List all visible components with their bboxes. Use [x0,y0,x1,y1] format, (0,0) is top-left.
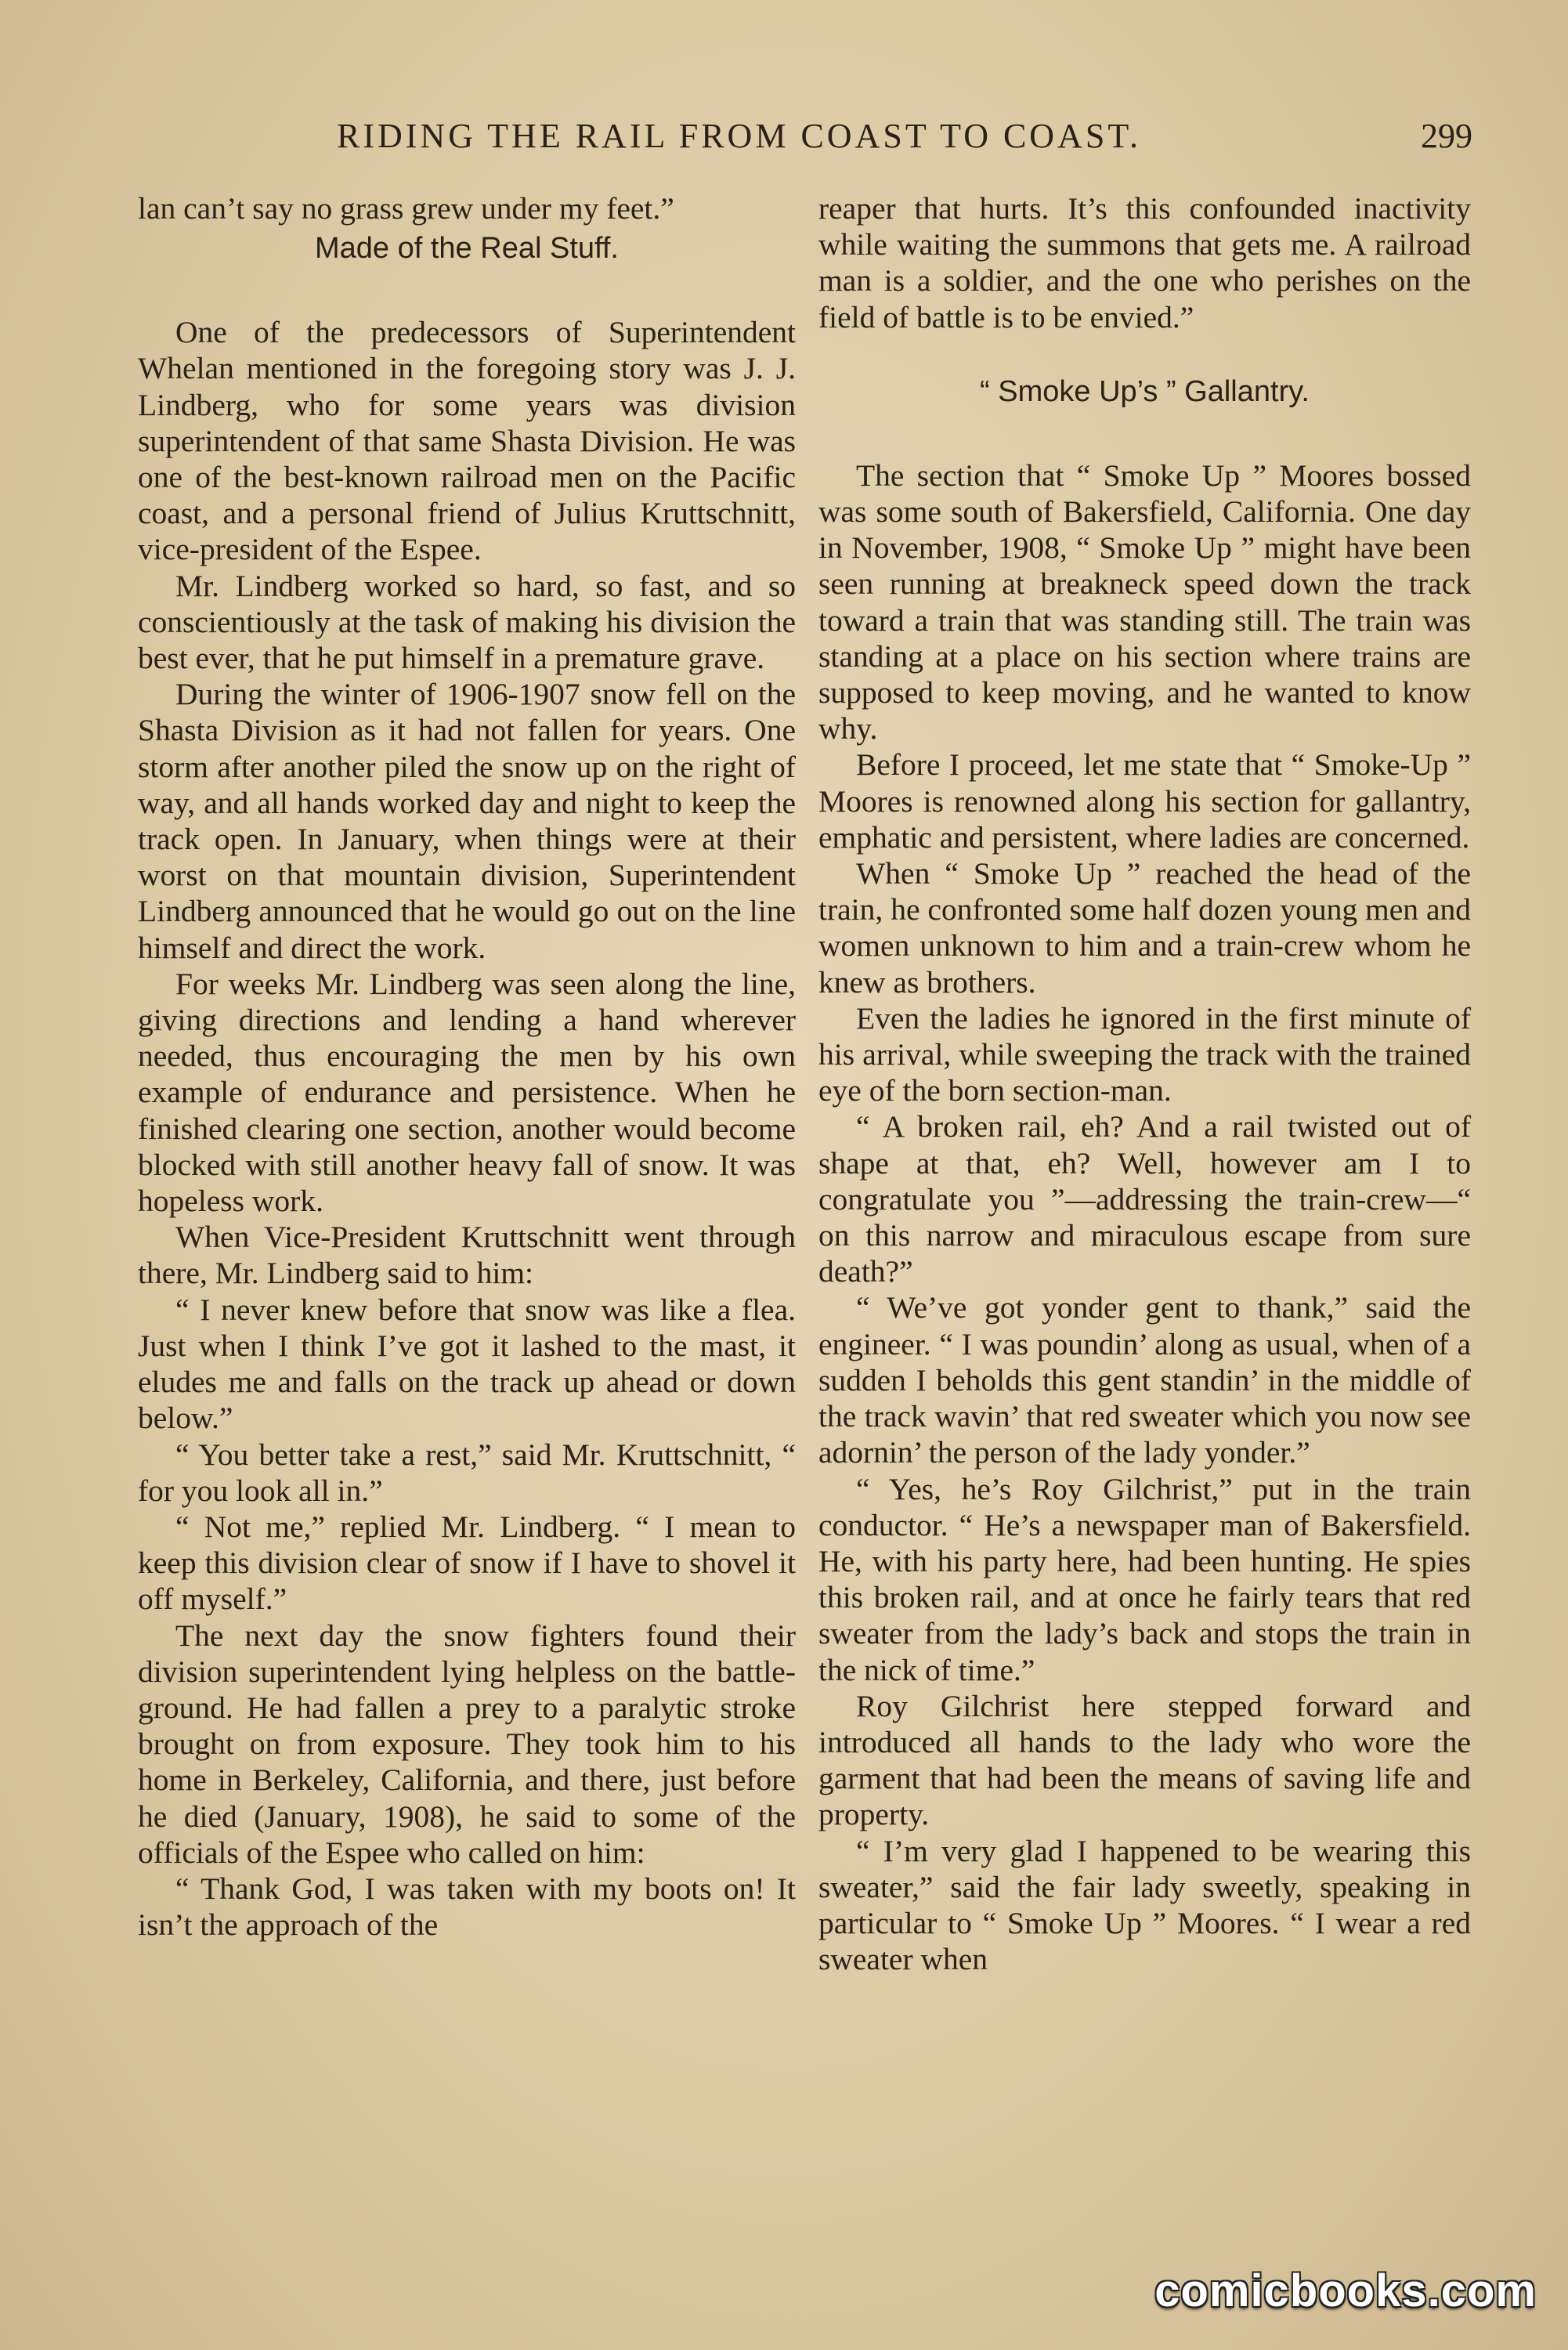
paragraph: “ You better take a rest,” said Mr. Kruttschnitt, “ for you look all in.” [138,1437,796,1508]
paragraph: During the winter of 1906-1907 snow fell on the Shasta Division as it had not fallen for years. One storm after another piled the snow up on the right of way, and all hands worked day and night to keep the track open. In January, when things were at their worst on that mountain division, Superintendent Lindberg announced that he would go out on the line himself and direct the work. [138,677,796,965]
paragraph: “ Not me,” replied Mr. Lindberg. “ I mean to keep this division clear of snow if I have to shovel it off myself.” [138,1509,796,1617]
paragraph: reaper that hurts. It’s this confounded inactivity while waiting the summons that gets me. A railroad man is a soldier, and the one who perishes on the field of battle is to be envied.” [818,191,1471,334]
paragraph: Before I proceed, let me state that “ Smoke-Up ” Moores is renowned along his section for gallantry, emphatic and persistent, where ladies are concerned. [818,747,1471,855]
watermark-logo: comicbooks.com [1154,2265,1537,2316]
paragraph: The next day the snow fighters found their division superintendent lying helpless on the battle-ground. He had fallen a prey to a paralytic stroke brought on from exposure. They took him to his home in Berkeley, California, and there, just before he died (January, 1908), he said to some of the officials of the Espee who called on him: [138,1618,796,1870]
paragraph: lan can’t say no grass grew under my feet.” [138,191,674,226]
left-column [138,190,796,1943]
paragraph: “ A broken rail, eh? And a rail twisted out of shape at that, eh? Well, however am I to congratulate you ”—addressing the train-crew—“ on this narrow and miraculous escape from sure death?” [818,1109,1471,1289]
paragraph: “ We’ve got yonder gent to thank,” said the engineer. “ I was poundin’ along as usual, when of a sudden I beholds this gent standin’ in the middle of the track wavin’ that red sweater which you now see adornin’ the person of the lady yonder.” [818,1290,1471,1470]
paragraph: When Vice-President Kruttschnitt went through there, Mr. Lindberg said to him: [138,1220,796,1291]
paragraph: “ I’m very glad I happened to be wearing this sweater,” said the fair lady sweetly, speaking in particular to “ Smoke Up ” Moores. “ I wear a red sweater when [818,1833,1471,1977]
paragraph: Even the ladies he ignored in the first minute of his arrival, while sweeping the track with the trained eye of the born section-man. [818,1000,1471,1108]
paragraph: For weeks Mr. Lindberg was seen along the line, giving directions and lending a hand wherever needed, thus encouraging the men by his own example of endurance and persistence. When he finished clearing one section, another would become blocked with still another heavy fall of snow. It was hopeless work. [138,966,796,1219]
paragraph: “ I never knew before that snow was like a flea. Just when I think I’ve got it lashed to the mast, it eludes me and falls on the track up ahead or down below.” [138,1292,796,1436]
paragraph: Roy Gilchrist here stepped forward and introduced all hands to the lady who wore the garment that had been the means of saving life and property. [818,1688,1471,1832]
section-heading: “ Smoke Up’s ” Gallantry. [980,374,1310,408]
page-number: 299 [1421,117,1472,155]
paragraph: “ Yes, he’s Roy Gilchrist,” put in the train conductor. “ He’s a newspaper man of Bakersfield. He, with his party here, had been hunting. He spies this broken rail, and at once he fairly tears that red sweater from the lady’s back and stops the train in the nick of time.” [818,1471,1471,1687]
paragraph: One of the predecessors of Superintendent Whelan mentioned in the foregoing story was J. J. Lindberg, who for some years was division superintendent of that same Shasta Division. He was one of the best-known railroad men on the Pacific coast, and a personal friend of Julius Kruttschnitt, vice-president of the Espee. [138,315,796,567]
section-heading: Made of the Real Stuff. [315,232,619,266]
paragraph: Mr. Lindberg worked so hard, so fast, and so conscientiously at the task of making his division the best ever, that he put himself in a premature grave. [138,568,796,676]
running-title: RIDING THE RAIL FROM COAST TO COAST. [337,117,1141,155]
paragraph: The section that “ Smoke Up ” Moores bossed was some south of Bakersfield, California. One day in November, 1908, “ Smoke Up ” might have been seen running at breakneck speed down the track toward a train that was standing still. The train was standing at a place on his section where trains are supposed to keep moving, and he wanted to know why. [818,457,1471,747]
paragraph: When “ Smoke Up ” reached the head of the train, he confronted some half dozen young men and women unknown to him and a train-crew whom he knew as brothers. [818,856,1471,1000]
paragraph: “ Thank God, I was taken with my boots on! It isn’t the approach of the [138,1871,796,1943]
right-column [818,190,1471,1977]
